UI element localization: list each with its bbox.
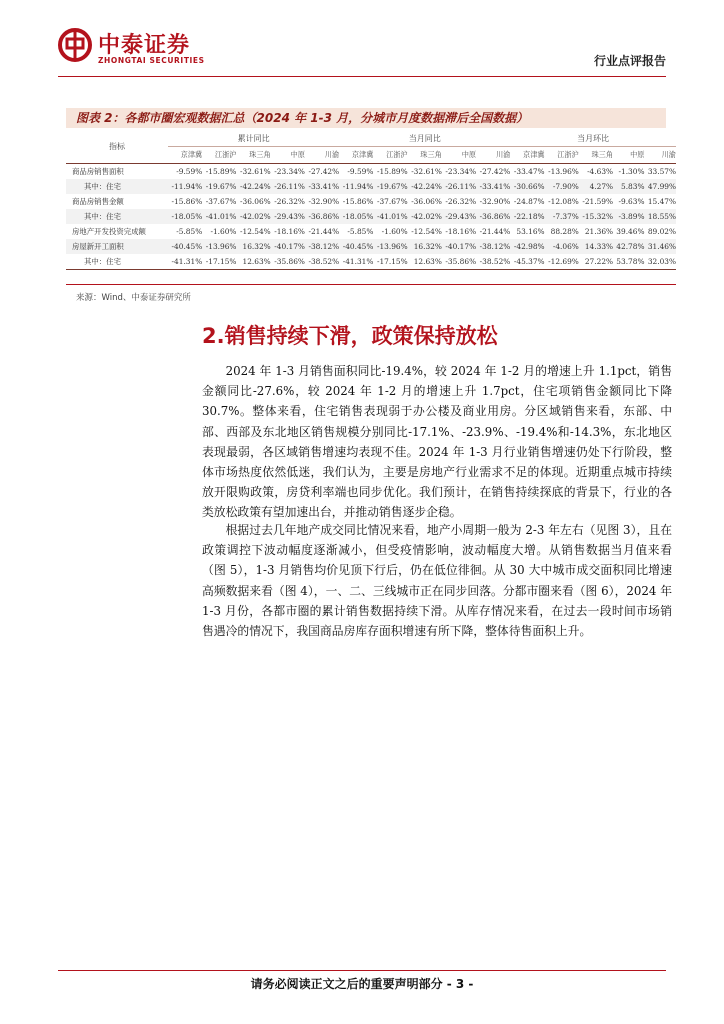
table-cell: -40.17%	[445, 242, 477, 251]
table-cell: -15.32%	[582, 212, 614, 221]
table-row	[66, 254, 676, 270]
table-row-label: 房地产开发投资完成额	[72, 227, 146, 236]
table-cell: -24.87%	[513, 197, 545, 206]
table-column-header: 中原	[613, 147, 644, 164]
table-cell: -23.34%	[274, 167, 305, 176]
table-cell: 88.28%	[550, 227, 579, 236]
figure-title: 图表 2：各都市圈宏观数据汇总（2024 年 1-3 月，分城市月度数据滞后全国数据）	[66, 108, 666, 128]
company-logo	[58, 28, 218, 74]
table-row	[66, 164, 676, 180]
table-cell: -42.02%	[240, 212, 271, 221]
table-cell: -15.89%	[376, 167, 408, 176]
table-row-label: 其中：住宅	[84, 182, 121, 191]
table-cell: -7.37%	[552, 212, 579, 221]
table-cell: -18.05%	[171, 212, 203, 221]
table-cell: 5.83%	[621, 182, 645, 191]
table-group-header: 当月同比	[339, 130, 510, 147]
table-cell: -38.52%	[476, 254, 510, 270]
table-cell: -7.90%	[552, 182, 579, 191]
table-column-header: 江浙沪	[202, 147, 236, 164]
table-cell: -42.02%	[411, 212, 442, 221]
table-cell: -45.37%	[510, 254, 544, 270]
table-cell: 27.22%	[579, 254, 613, 270]
table-cell: -23.34%	[445, 167, 477, 176]
table-cell: -33.41%	[308, 182, 340, 191]
table-cell: -27.42%	[308, 167, 340, 176]
footer-disclaimer: 请务必阅读正文之后的重要声明部分 - 3 -	[250, 977, 474, 991]
table-cell: 21.36%	[584, 227, 614, 236]
table-cell: 32.03%	[644, 254, 676, 270]
table-cell: -17.15%	[373, 254, 407, 270]
table-cell: -41.01%	[205, 212, 237, 221]
table-cell: -13.96%	[205, 242, 237, 251]
table-cell: -32.90%	[479, 197, 511, 206]
table-cell: -18.16%	[445, 227, 477, 236]
table-cell: -36.86%	[308, 212, 340, 221]
table-cell: -37.67%	[205, 197, 237, 206]
table-cell: 47.99%	[647, 182, 676, 191]
table-column-header: 京津冀	[510, 147, 544, 164]
page-header	[0, 0, 724, 80]
table-column-header: 川渝	[644, 147, 676, 164]
table-cell: -9.59%	[176, 167, 203, 176]
table-cell: -5.85%	[176, 227, 203, 236]
table-row	[66, 179, 676, 194]
table-group-header-row	[66, 130, 676, 147]
table-cell: -1.60%	[381, 227, 408, 236]
table-column-header: 江浙沪	[545, 147, 579, 164]
table-row	[66, 209, 676, 224]
table-cell: -9.59%	[347, 167, 374, 176]
table-column-header: 珠三角	[236, 147, 270, 164]
table-column-header: 川渝	[476, 147, 510, 164]
table-cell: -3.89%	[618, 212, 645, 221]
zhongtai-logo-icon	[58, 28, 92, 62]
table-column-header: 中原	[271, 147, 305, 164]
table-cell: -13.96%	[376, 242, 408, 251]
table-cell: -18.05%	[342, 212, 374, 221]
table-cell: -12.54%	[411, 227, 442, 236]
table-cell: 42.78%	[616, 242, 645, 251]
table-cell: -4.63%	[587, 167, 614, 176]
table-cell: -38.12%	[479, 242, 511, 251]
table-row	[66, 224, 676, 239]
table-row-label: 商品房销售金额	[72, 197, 124, 206]
table-cell: -42.24%	[240, 182, 271, 191]
table-cell: 15.47%	[647, 197, 676, 206]
table-cell: -41.31%	[339, 254, 373, 270]
table-cell: -32.61%	[240, 167, 271, 176]
source-divider	[66, 284, 676, 285]
body-paragraph: 2024 年 1-3 月销售面积同比-19.4%，较 2024 年 1-2 月的增速上升 1.1pct，销售金额同比-27.6%，较 2024 年 1-2 月的增速上升 1.7pct，住宅项销售金额同比下降 30.7%。整体来看，住宅销售表现弱于办公楼及商业用房。分区域销售来看，东部、中部、西部及东北地区销售规模分别同比-17.1%、-23.9%、-19.4%和-14.3%，东北地区表现最弱，各区域销售增速均表现不佳。2024 年 1-3 月行业销售增速仍处下行阶段，整体市场热度依然低迷，我们认为，主要是房地产行业需求不足的体现。近期重点城市持续放开限购政策，房贷利率端也同步优化。我们预计，在销售持续探底的背景下，行业的各类放松政策有望加速出台，并推动销售逐步企稳。	[202, 364, 672, 520]
logo-chinese-name: 中泰证券	[98, 33, 191, 58]
table-row	[66, 194, 676, 209]
table-cell: -32.61%	[411, 167, 442, 176]
table-cell: 31.46%	[647, 242, 676, 251]
table-cell: -32.90%	[308, 197, 340, 206]
table-cell: -13.96%	[548, 167, 579, 176]
table-column-header: 川渝	[305, 147, 339, 164]
table-cell: -41.01%	[376, 212, 408, 221]
table-cell: -35.86%	[271, 254, 305, 270]
table-cell: -41.31%	[168, 254, 202, 270]
report-type-label: 行业点评报告	[593, 54, 666, 68]
table-cell: -38.12%	[308, 242, 340, 251]
table-cell: 4.27%	[589, 182, 614, 191]
table-cell: -40.17%	[274, 242, 305, 251]
table-cell: -4.06%	[552, 242, 579, 251]
table-column-header: 珠三角	[408, 147, 442, 164]
table-cell: -36.86%	[479, 212, 511, 221]
table-row-label: 房屋新开工面积	[72, 242, 124, 251]
table-cell: -33.47%	[513, 167, 545, 176]
section-heading: 2.销售持续下滑，政策保持放松	[202, 324, 498, 348]
table-cell: -19.67%	[205, 182, 237, 191]
table-cell: -36.06%	[240, 197, 271, 206]
table-cell: -1.60%	[210, 227, 237, 236]
table-cell: -21.44%	[479, 227, 511, 236]
table-cell: -21.44%	[308, 227, 340, 236]
table-column-header: 江浙沪	[373, 147, 407, 164]
table-cell: 33.57%	[647, 167, 676, 176]
table-cell: -40.45%	[171, 242, 203, 251]
table-row-label: 其中：住宅	[66, 254, 168, 270]
table-cell: -29.43%	[274, 212, 305, 221]
table-cell: -30.66%	[513, 182, 545, 191]
table-cell: -35.86%	[442, 254, 476, 270]
table-index-header: 指标	[66, 130, 168, 164]
table-cell: -9.63%	[618, 197, 645, 206]
table-cell: -12.54%	[240, 227, 271, 236]
table-cell: -36.06%	[411, 197, 442, 206]
table-cell: -12.69%	[545, 254, 579, 270]
footer-divider	[58, 970, 666, 971]
table-cell: -11.94%	[342, 182, 374, 191]
table-column-header: 珠三角	[579, 147, 613, 164]
table-cell: -33.41%	[479, 182, 511, 191]
table-cell: 12.63%	[408, 254, 442, 270]
table-cell: -12.08%	[548, 197, 579, 206]
table-cell: -11.94%	[171, 182, 203, 191]
table-cell: -26.11%	[274, 182, 305, 191]
logo-english-name: ZHONGTAI SECURITIES	[98, 56, 205, 65]
table-cell: -26.32%	[445, 197, 477, 206]
table-row-label: 商品房销售面积	[72, 167, 124, 176]
table-cell: 53.78%	[613, 254, 644, 270]
table-cell: 16.32%	[413, 242, 442, 251]
table-cell: 16.32%	[242, 242, 271, 251]
table-row	[66, 239, 676, 254]
table-cell: -42.24%	[411, 182, 442, 191]
table-column-header: 京津冀	[168, 147, 202, 164]
table-cell: 53.16%	[516, 227, 545, 236]
table-cell: 89.02%	[647, 227, 676, 236]
table-row-label: 其中：住宅	[84, 212, 121, 221]
table-cell: -5.85%	[347, 227, 374, 236]
table-cell: -26.11%	[445, 182, 477, 191]
metro-macro-data-table	[66, 130, 676, 270]
table-cell: -22.18%	[513, 212, 545, 221]
table-cell: -27.42%	[479, 167, 511, 176]
table-cell: -15.86%	[171, 197, 203, 206]
table-cell: -29.43%	[445, 212, 477, 221]
table-cell: 12.63%	[236, 254, 270, 270]
table-group-header: 累计同比	[168, 130, 339, 147]
table-column-header: 京津冀	[339, 147, 373, 164]
table-cell: 39.46%	[616, 227, 645, 236]
table-cell: -40.45%	[342, 242, 374, 251]
table-cell: -21.59%	[582, 197, 614, 206]
table-cell: -15.89%	[205, 167, 237, 176]
table-cell: -1.30%	[618, 167, 645, 176]
table-group-header: 当月环比	[510, 130, 676, 147]
table-cell: -37.67%	[376, 197, 408, 206]
table-cell: -38.52%	[305, 254, 339, 270]
table-cell: -17.15%	[202, 254, 236, 270]
figure-source: 来源：Wind、中泰证券研究所	[76, 293, 191, 303]
table-column-header: 中原	[442, 147, 476, 164]
table-cell: -42.98%	[513, 242, 545, 251]
body-paragraph: 根据过去几年地产成交同比情况来看，地产小周期一般为 2-3 年左右（见图 3），且在政策调控下波动幅度逐渐减小，但受疫情影响，波动幅度大增。从销售数据当月值来看（图 5），1-3 月销售均价见顶下行后，仍在低位徘徊。从 30 大中城市成交面积同比增速高频数据来看（图 4），一、二、三线城市正在同步回落。分都市圈来看（图 6），2024 年 1-3 月份，各都市圈的累计销售数据持续下滑。从库存情况来看，在过去一段时间市场销售遇冷的情况下，我国商品房库存面积增速有所下降，整体待售面积上升。	[202, 523, 672, 639]
table-cell: -15.86%	[342, 197, 374, 206]
table-cell: -19.67%	[376, 182, 408, 191]
table-cell: -26.32%	[274, 197, 305, 206]
header-divider	[58, 76, 666, 77]
table-cell: 18.55%	[647, 212, 676, 221]
table-cell: -18.16%	[274, 227, 305, 236]
table-cell: 14.33%	[584, 242, 614, 251]
